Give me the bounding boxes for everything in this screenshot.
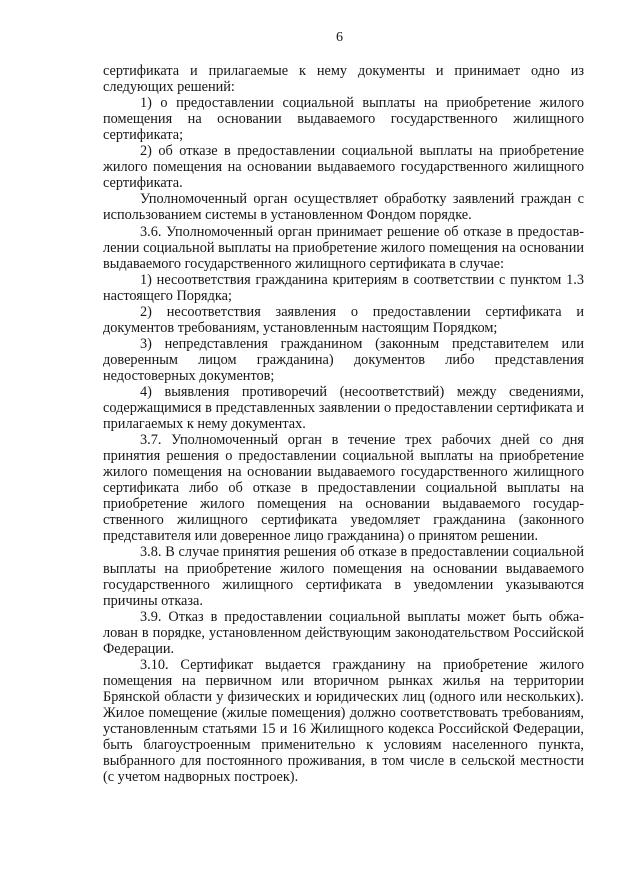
paragraph-3-8: 3.8. В случае принятия решения об отказе в предоставлении социальной выплаты на приобретение жилого помещения на основании выдаваемого государственного жилищного сертификата в уведомлении указываются причины отказа. bbox=[103, 544, 584, 609]
paragraph-3-7: 3.7. Уполномоченный орган в течение трех рабочих дней со дня принятия решения о предоставлении социальной выплаты на приобретение жилого помещения на основании выдаваемого государственного жилищного сертификата либо об отказе в предоставлении социальной выплаты на приобретение жилого помещения на основании выдаваемого государственного жилищного сертификата уведомляет гражданина (законного представителя или доверенное лицо гражданина) о принятом решении. bbox=[103, 432, 584, 545]
paragraph-3-6: 3.6. Уполномоченный орган принимает решение об отказе в предоставлении социальной выплаты на приобретение жилого помещения на основании выдаваемого государственного жилищного сертификата в случае: bbox=[103, 223, 584, 272]
paragraph-decision-refusal: 2) об отказе в предоставлении социальной выплаты на приобретение жилого помещения на основании выдаваемого государственного жилищного сертификата. bbox=[103, 143, 584, 192]
page-number: 6 bbox=[336, 30, 343, 45]
paragraph-3-6-item-1: 1) несоответствия гражданина критериям в соответствии с пунктом 1.3 настоящего Порядка; bbox=[103, 271, 584, 304]
paragraph-3-6-item-3: 3) непредставления гражданином (законным представителем или доверенным лицом гражданина) документов либо представления недостоверных документов; bbox=[103, 335, 584, 384]
paragraph-continuation: сертификата и прилагаемые к нему документы и принимает одно из следующих решений: bbox=[103, 63, 584, 96]
paragraph-3-6-item-4: 4) выявления противоречий (несоответствий) между сведениями, содержащимися в представленных заявлении о предоставлении сертификата и прилагаемых к нему документах. bbox=[103, 383, 584, 433]
paragraph-3-10: 3.10. Сертификат выдается гражданину на приобретение жилого помещения на первичном или вторичном рынках жилья на территории Брянской области у физических и юридических лиц (одного или нескольких). Жилое помещение (жилые помещения) должно соответствовать требованиям, установленным статьями 15 и 16 Жилищного кодекса Российской Федерации, быть благоустроенным применительно к условиям населенного пункта, выбранного для постоянного проживания, в том числе в сельской местности (с учетом надворных построек). bbox=[103, 656, 584, 786]
paragraph-processing: Уполномоченный орган осуществляет обработку заявлений граждан с использованием системы в установленном Фондом порядке. bbox=[103, 191, 584, 224]
paragraph-3-9: 3.9. Отказ в предоставлении социальной выплаты может быть обжалован в порядке, установленном действующим законодательством Российской Федерации. bbox=[103, 608, 584, 657]
paragraph-decision-grant: 1) о предоставлении социальной выплаты на приобретение жилого помещения на основании выдаваемого государственного жилищного сертификата; bbox=[103, 95, 584, 144]
paragraph-3-6-item-2: 2) несоответствия заявления о предоставлении сертификата и документов требованиям, установленным настоящим Порядком; bbox=[103, 303, 584, 336]
